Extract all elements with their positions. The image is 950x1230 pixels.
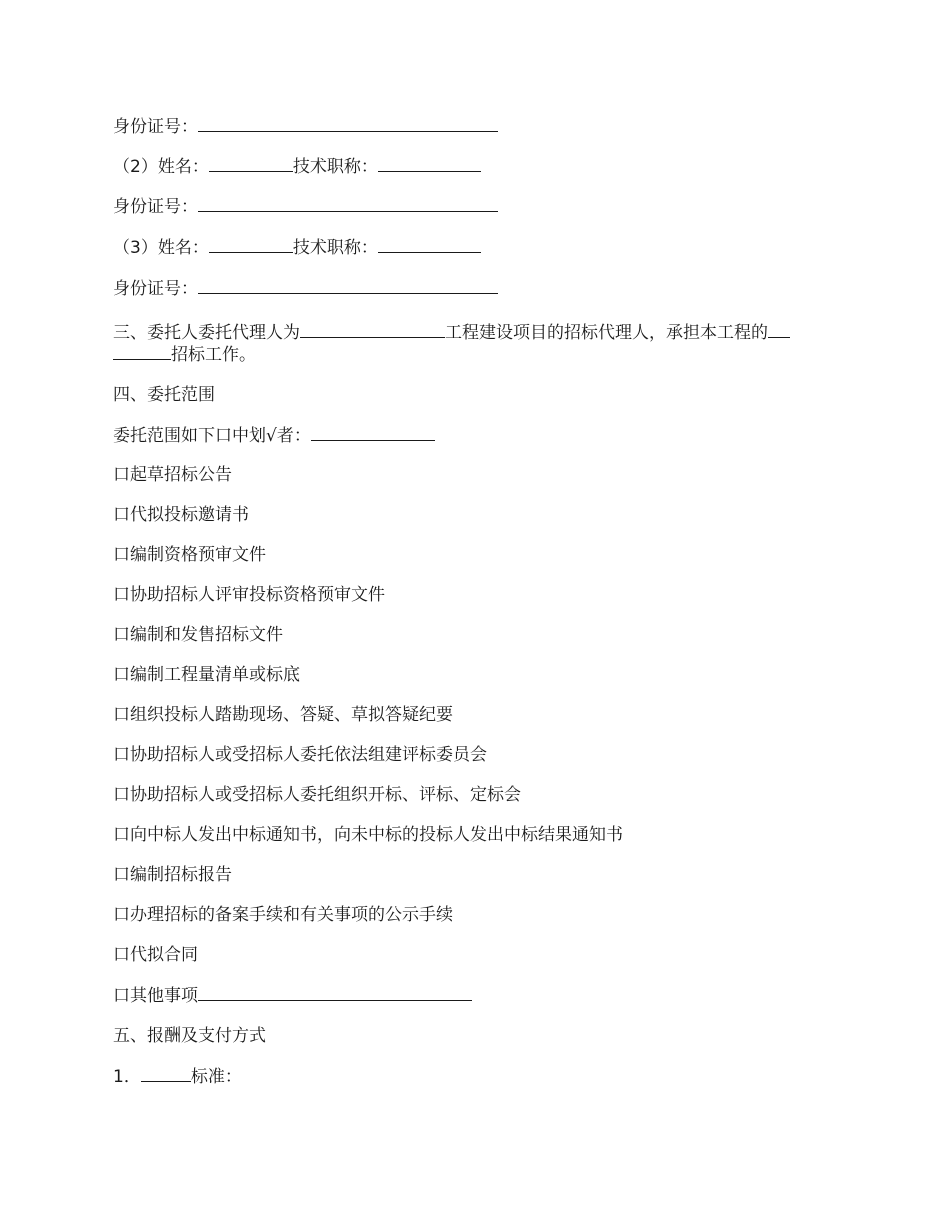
scope-item[interactable]: 口协助招标人或受招标人委托依法组建评标委员会: [113, 745, 487, 765]
agent-project-blank[interactable]: [300, 321, 445, 338]
clause-5-item-1: [113, 1065, 242, 1088]
clause-5-heading: 五、报酬及支付方式: [113, 1026, 266, 1046]
standard-label: 标准：: [190, 1067, 242, 1087]
other-matters-blank[interactable]: [198, 984, 472, 1001]
id-number-line-1: [113, 115, 498, 138]
id-number-label: 身份证号：: [113, 279, 198, 299]
scope-item[interactable]: 口编制资格预审文件: [113, 545, 266, 565]
clause-3-line-2: [113, 343, 256, 366]
scope-intro-label: 委托范围如下口中划√者：: [113, 426, 311, 446]
person-3-name-blank[interactable]: [209, 236, 293, 253]
standard-blank[interactable]: [141, 1065, 191, 1082]
scope-item[interactable]: 口协助招标人或受招标人委托组织开标、评标、定标会: [113, 785, 521, 805]
person-2-name-blank[interactable]: [209, 155, 293, 172]
person-2-line: [113, 155, 481, 178]
id-number-line-3: [113, 277, 498, 300]
person-3-title-label: 技术职称：: [292, 238, 378, 258]
clause-3-text-b: 工程建设项目的招标代理人，承担本工程的: [445, 323, 768, 343]
document-page: [113, 0, 843, 1230]
clause-3-text-a: 三、委托人委托代理人为: [113, 323, 300, 343]
scope-item[interactable]: 口协助招标人评审投标资格预审文件: [113, 585, 385, 605]
id-number-label: 身份证号：: [113, 197, 198, 217]
scope-item[interactable]: 口办理招标的备案手续和有关事项的公示手续: [113, 905, 453, 925]
scope-item-other: [113, 984, 472, 1007]
scope-item[interactable]: 口代拟合同: [113, 945, 198, 965]
person-2-title-blank[interactable]: [378, 155, 481, 172]
person-3-line: [113, 236, 481, 259]
scope-item[interactable]: 口向中标人发出中标通知书，向未中标的投标人发出中标结果通知书: [113, 825, 623, 845]
person-2-title-label: 技术职称：: [292, 157, 378, 177]
id-number-line-2: [113, 195, 498, 218]
scope-intro-line: [113, 424, 435, 447]
scope-item[interactable]: 口编制工程量清单或标底: [113, 665, 300, 685]
scope-item[interactable]: 口起草招标公告: [113, 465, 232, 485]
scope-item[interactable]: 口其他事项: [113, 986, 198, 1006]
id-number-blank[interactable]: [198, 277, 498, 294]
id-number-label: 身份证号：: [113, 117, 198, 137]
scope-intro-blank[interactable]: [311, 424, 435, 441]
scope-item[interactable]: 口编制招标报告: [113, 865, 232, 885]
tender-type-blank-end[interactable]: [113, 343, 171, 360]
person-3-title-blank[interactable]: [378, 236, 481, 253]
person-2-name-label: （2）姓名：: [113, 157, 209, 177]
person-3-name-label: （3）姓名：: [113, 238, 209, 258]
scope-item[interactable]: 口编制和发售招标文件: [113, 625, 283, 645]
scope-item[interactable]: 口组织投标人踏勘现场、答疑、草拟答疑纪要: [113, 705, 453, 725]
clause-4-heading: 四、委托范围: [113, 385, 215, 405]
item-number: 1．: [113, 1067, 141, 1087]
tender-type-blank-start[interactable]: [768, 321, 790, 338]
scope-item[interactable]: 口代拟投标邀请书: [113, 505, 249, 525]
id-number-blank[interactable]: [198, 115, 498, 132]
clause-3-line-1: [113, 321, 790, 344]
id-number-blank[interactable]: [198, 195, 498, 212]
clause-3-text-c: 招标工作。: [171, 345, 256, 365]
